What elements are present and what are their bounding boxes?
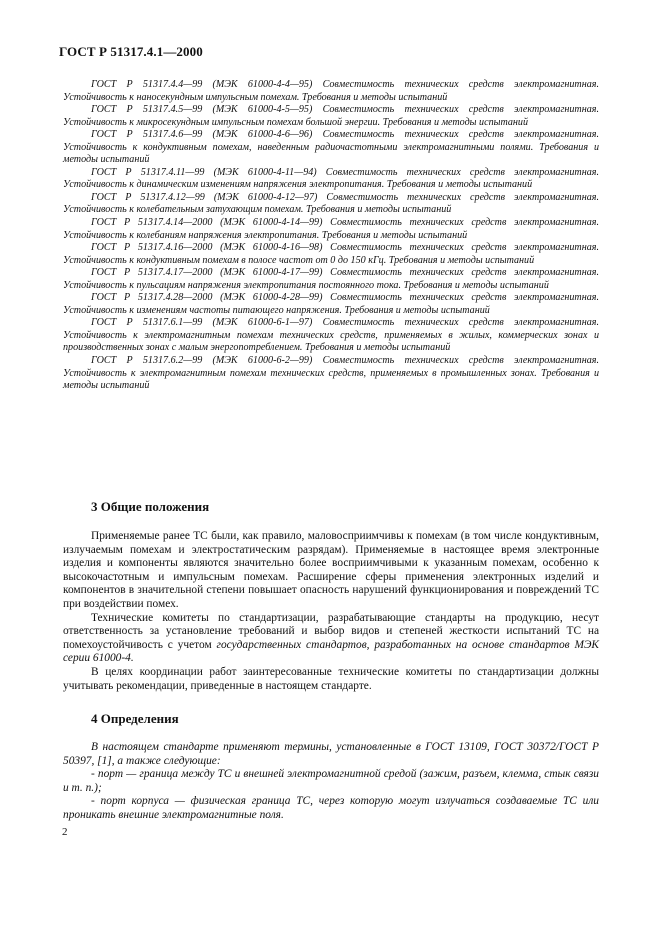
definition-enclosure-port: - порт корпуса — физическая граница ТС, через которую могут излучаться создаваемые ТС или проникать внешние электромагнитные поля. bbox=[63, 795, 599, 821]
paragraph-text: Технические комитеты по стандартизации, разрабатывающие стандарты на продукцию, несут ответственность за установление требований и выбор видов и степеней жесткости испытаний ТС на помехоустойчивость с учетом bbox=[63, 611, 599, 651]
page-number: 2 bbox=[62, 826, 68, 838]
section-3-body bbox=[63, 530, 599, 693]
section-3-paragraph-3: В целях координации работ заинтересованные технические комитеты по стандартизации должны учитывать рекомендации, приведенные в настоящем стандарте. bbox=[63, 665, 599, 692]
reference-item: ГОСТ Р 51317.6.2—99 (МЭК 61000-6-2—99) Совместимость технических средств электромагнитная. Устойчивость к электромагнитным помехам технических средств, применяемых в промышленных зонах. Требования и методы испытаний bbox=[63, 355, 599, 392]
section-4-heading: 4 Определения bbox=[91, 711, 179, 726]
section-4-paragraph-1: В настоящем стандарте применяют термины, установленные в ГОСТ 13109, ГОСТ 30372/ГОСТ Р 50397, [1], а также следующие: bbox=[63, 741, 599, 767]
reference-item: ГОСТ Р 51317.4.5—99 (МЭК 61000-4-5—95) Совместимость технических средств электромагнитная. Устойчивость к микросекундным импульсным помехам большой энергии. Требования и методы испытаний bbox=[63, 104, 599, 128]
paragraph-italic-text: государственных стандартов, разработанных на основе стандартов МЭК серии 61000-4. bbox=[63, 638, 599, 665]
section-3-paragraph-2 bbox=[63, 612, 599, 666]
reference-item: ГОСТ Р 51317.4.6—99 (МЭК 61000-4-6—96) Совместимость технических средств электромагнитная. Устойчивость к кондуктивным помехам, наведенным радиочастотными электромагнитными полями. Требования и методы испытаний bbox=[63, 129, 599, 166]
section-4-body bbox=[63, 741, 599, 823]
reference-item: ГОСТ Р 51317.4.28—2000 (МЭК 61000-4-28—99) Совместимость технических средств электромагнитная. Устойчивость к изменениям частоты питающего напряжения. Требования и методы испытаний bbox=[63, 292, 599, 316]
reference-item: ГОСТ Р 51317.4.17—2000 (МЭК 61000-4-17—99) Совместимость технических средств электромагнитная. Устойчивость к пульсациям напряжения электропитания постоянного тока. Требования и методы испытаний bbox=[63, 267, 599, 291]
section-3-heading: 3 Общие положения bbox=[91, 499, 210, 514]
reference-item: ГОСТ Р 51317.4.12—99 (МЭК 61000-4-12—97) Совместимость технических средств электромагнитная. Устойчивость к колебательным затухающим помехам. Требования и методы испытаний bbox=[63, 191, 599, 216]
reference-item: ГОСТ Р 51317.6.1—99 (МЭК 61000-6-1—97) Совместимость технических средств электромагнитная. Устойчивость к электромагнитным помехам технических средств, применяемых в жилых, коммерческих зонах и производственных зонах с малым энергопотреблением. Требования и методы испытаний bbox=[63, 317, 599, 354]
section-3-paragraph-1: Применяемые ранее ТС были, как правило, маловосприимчивы к помехам (в том числе кондуктивным, излучаемым помехам и электростатическим разрядам). Применяемые в настоящее время электронные изделия и компоненты являются значительно более восприимчивыми к указанным помехам, особенно к высокочастотным и импульсным помехам. Расширение сферы применения электронных изделий и компонентов в значительной степени повышает опасность нарушений функционирования и повреждений ТС при воздействии помех. bbox=[63, 530, 599, 610]
reference-item: ГОСТ Р 51317.4.4—99 (МЭК 61000-4-4—95) Совместимость технических средств электромагнитная. Устойчивость к наносекундным импульсным помехам. Требования и методы испытаний bbox=[63, 79, 599, 103]
definition-port: - порт — граница между ТС и внешней электромагнитной средой (зажим, разъем, клемма, стык связи и т. п.); bbox=[63, 768, 599, 794]
reference-item: ГОСТ Р 51317.4.14—2000 (МЭК 61000-4-14—99) Совместимость технических средств электромагнитная. Устойчивость к колебаниям напряжения электропитания. Требования и методы испытаний bbox=[63, 217, 599, 241]
reference-item: ГОСТ Р 51317.4.16—2000 (МЭК 61000-4-16—98) Совместимость технических средств электромагнитная. Устойчивость к кондуктивным помехам в полосе частот от 0 до 150 кГц. Требования и методы испытаний bbox=[63, 242, 599, 266]
document-header: ГОСТ Р 51317.4.1—2000 bbox=[59, 44, 203, 59]
normative-references-list bbox=[63, 79, 599, 393]
reference-item: ГОСТ Р 51317.4.11—99 (МЭК 61000-4-11—94) Совместимость технических средств электромагнитная. Устойчивость к динамическим изменениям напряжения электропитания. Требования и методы испытаний bbox=[63, 166, 599, 191]
